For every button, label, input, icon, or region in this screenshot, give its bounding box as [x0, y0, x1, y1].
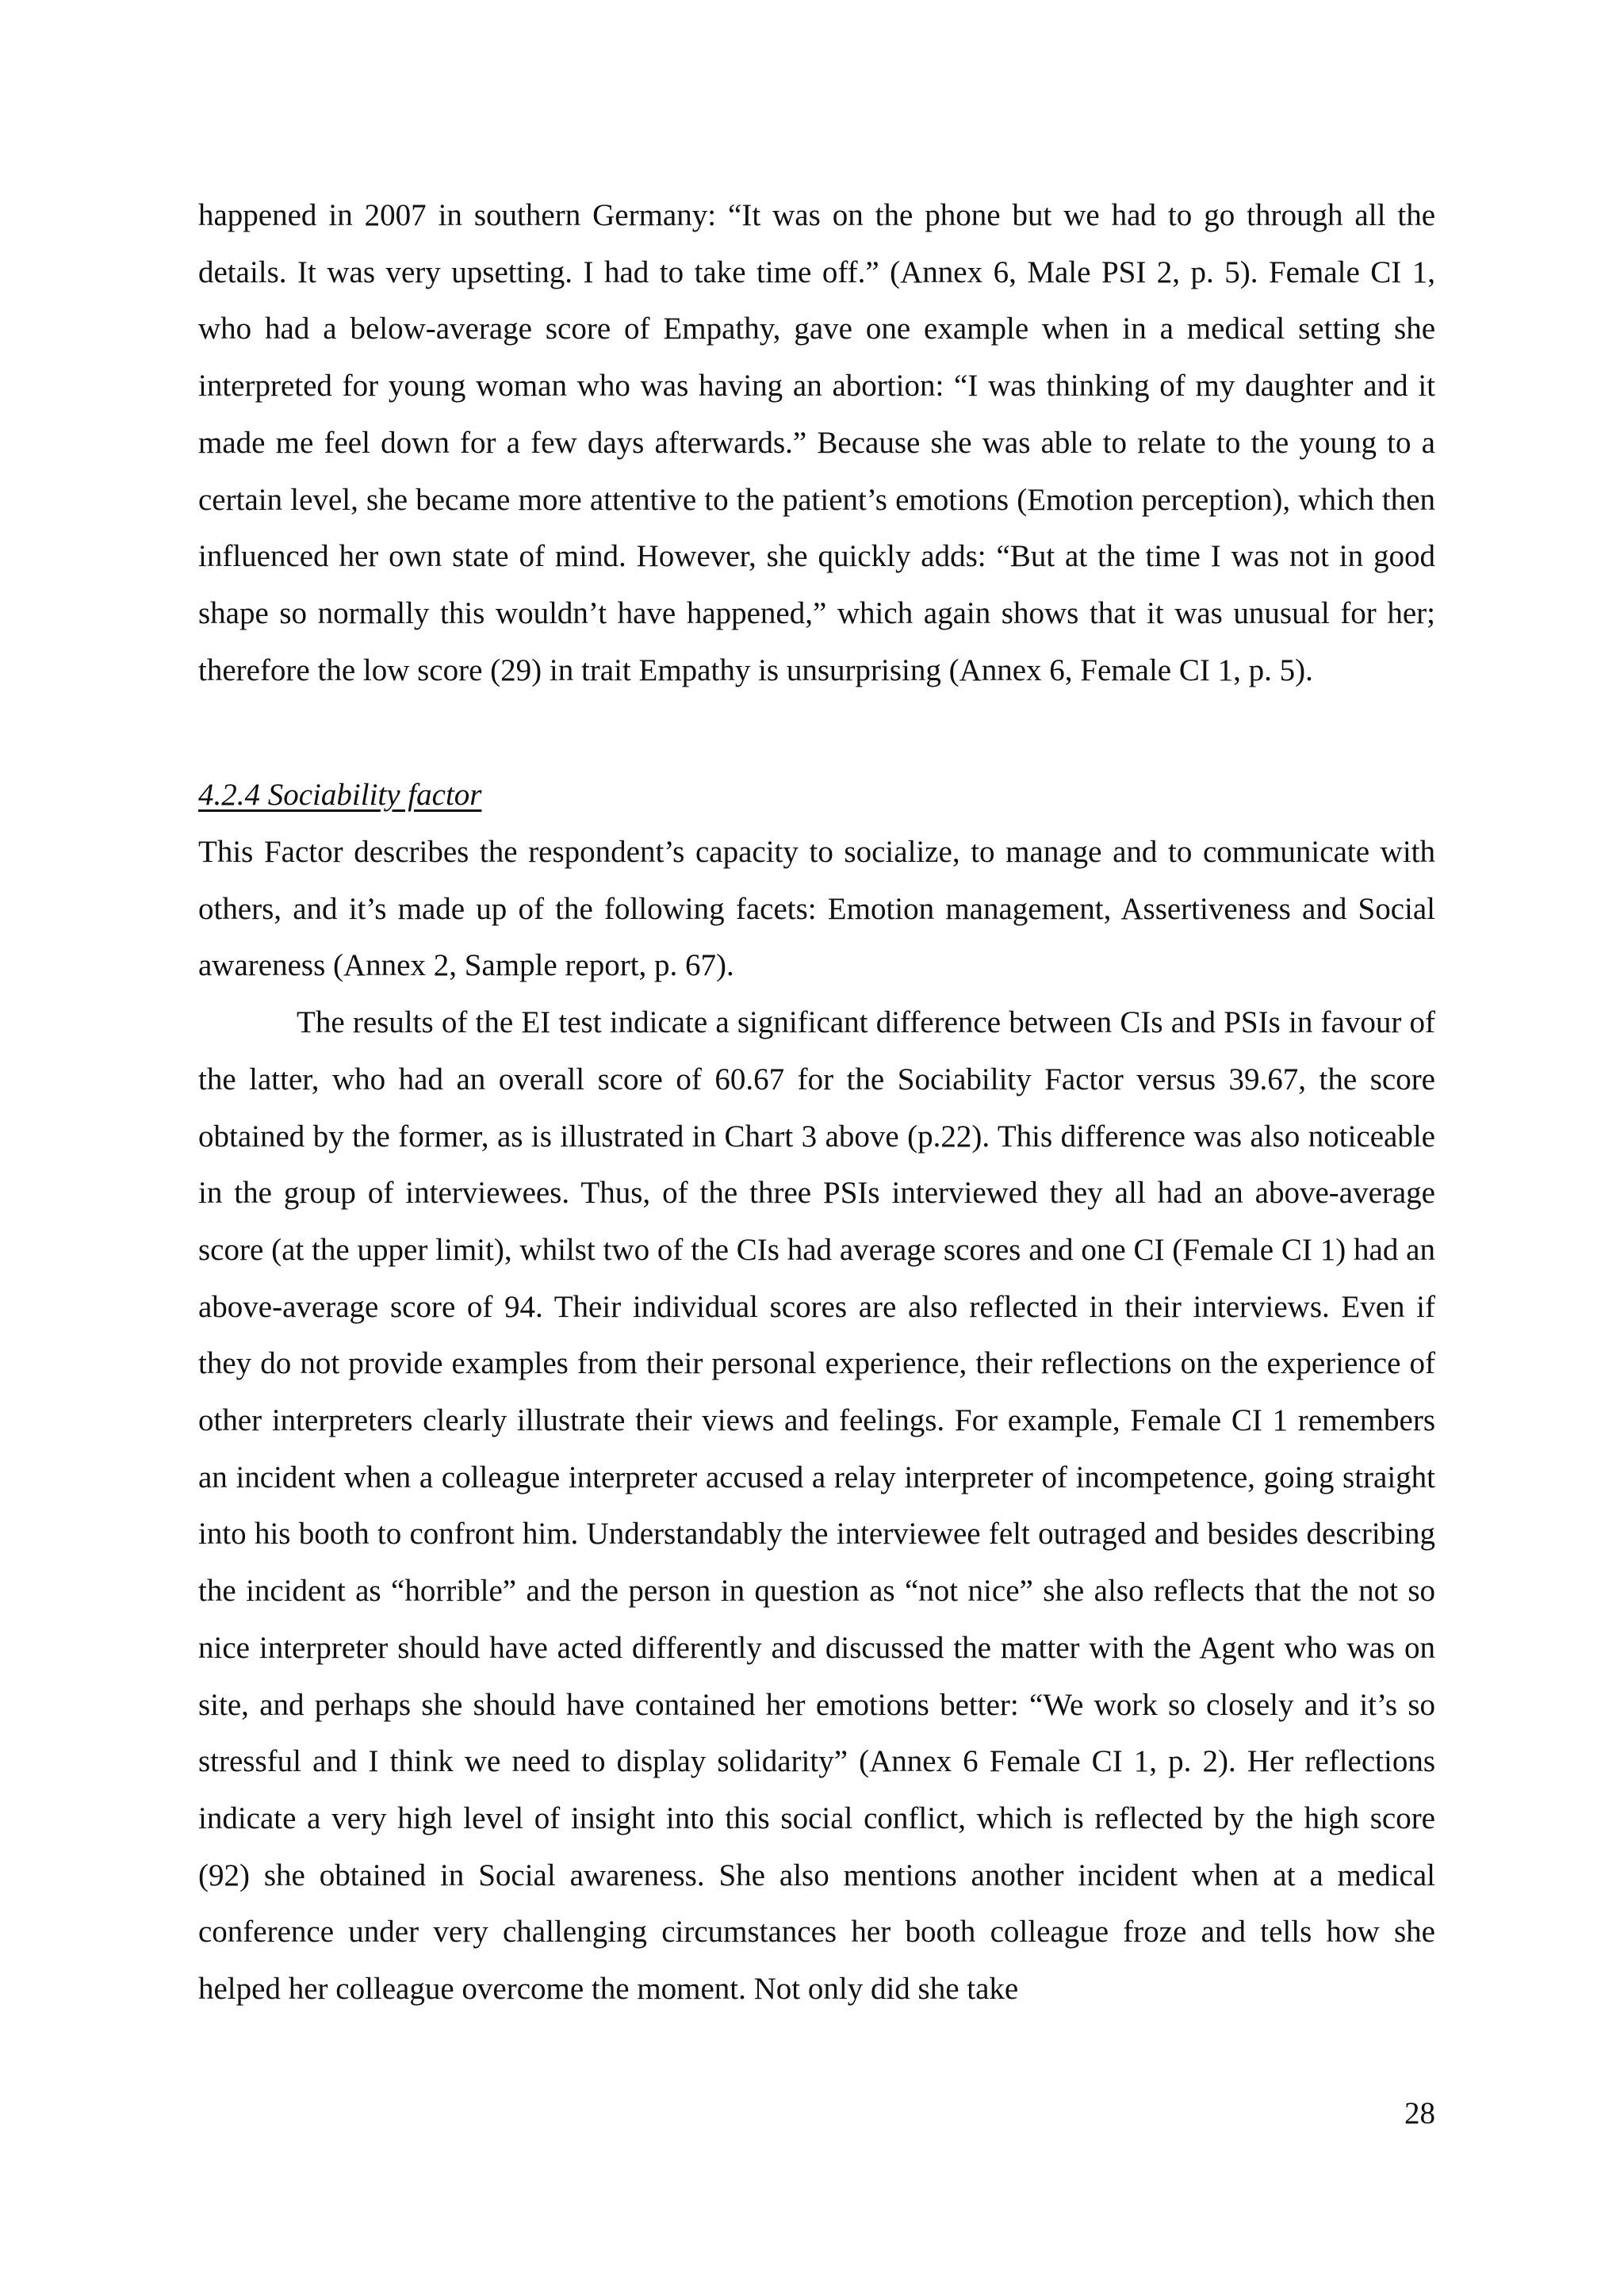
- body-paragraph-2: This Factor describes the respondent’s capacity to socialize, to manage and to communicate with others, and it’s made up of the following facets: Emotion management, Assertiveness and Social awareness (Annex 2, Sample report, p. 67).: [198, 835, 1435, 983]
- section-heading: 4.2.4 Sociability factor: [198, 778, 482, 813]
- body-paragraph-1: happened in 2007 in southern Germany: “It was on the phone but we had to go through all the details. It was very upsetting. I had to take time off.” (Annex 6, Male PSI 2, p. 5). Female CI 1, who had a below-average score of Empathy, gave one example when in a medical setting she interpreted for young woman who was having an abortion: “I was thinking of my daughter and it made me feel down for a few days afterwards.” Because she was able to relate to the young to a certain level, she became more attentive to the patient’s emotions (Emotion perception), which then influenced her own state of mind. However, she quickly adds: “But at the time I was not in good shape so normally this wouldn’t have happened,” which again shows that it was unusual for her; therefore the low score (29) in trait Empathy is unsurprising (Annex 6, Female CI 1, p. 5).: [198, 198, 1435, 687]
- page-number: 28: [1404, 2096, 1435, 2130]
- section-gap: [198, 698, 1435, 767]
- page-body: [198, 187, 1435, 2018]
- body-paragraph-3: The results of the EI test indicate a significant difference between CIs and PSIs in favour of the latter, who had an overall score of 60.67 for the Sociability Factor versus 39.67, the score obtained by the former, as is illustrated in Chart 3 above (p.22). This difference was also noticeable in the group of interviewees. Thus, of the three PSIs interviewed they all had an above-average score (at the upper limit), whilst two of the CIs had average scores and one CI (Female CI 1) had an above-average score of 94. Their individual scores are also reflected in their interviews. Even if they do not provide examples from their personal experience, their reflections on the experience of other interpreters clearly illustrate their views and feelings. For example, Female CI 1 remembers an incident when a colleague interpreter accused a relay interpreter of incompetence, going straight into his booth to confront him. Understandably the interviewee felt outraged and besides describing the incident as “horrible” and the person in question as “not nice” she also reflects that the not so nice interpreter should have acted differently and discussed the matter with the Agent who was on site, and perhaps she should have contained her emotions better: “We work so closely and it’s so stressful and I think we need to display solidarity” (Annex 6 Female CI 1, p. 2). Her reflections indicate a very high level of insight into this social conflict, which is reflected by the high score (92) she obtained in Social awareness. She also mentions another incident when at a medical conference under very challenging circumstances her booth colleague froze and tells how she helped her colleague overcome the moment. Not only did she take: [198, 1005, 1435, 2007]
